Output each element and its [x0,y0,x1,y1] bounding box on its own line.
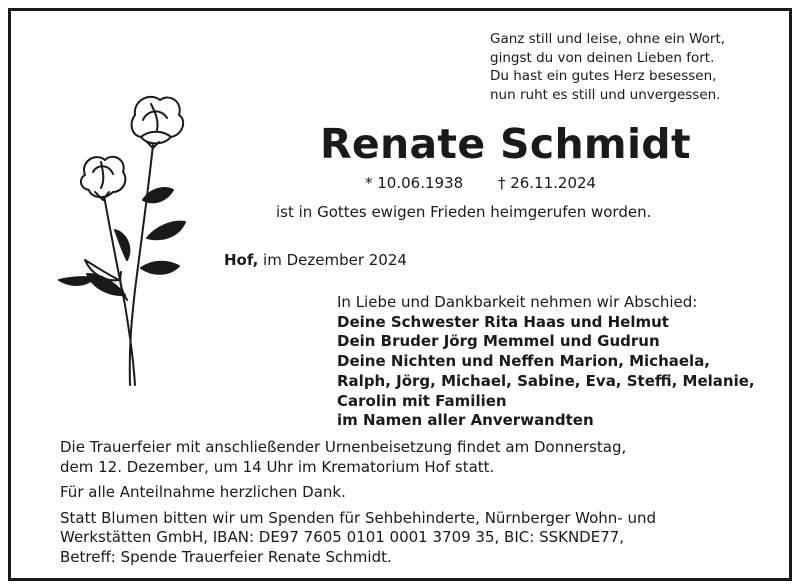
funeral-line: Die Trauerfeier mit anschließender Urnenbeisetzung findet am Donnerstag, [60,438,627,456]
birth-date: * 10.06.1938 [365,174,464,192]
funeral-line: dem 12. Dezember, um 14 Uhr im Krematorium Hof statt. [60,457,495,476]
family-line: Carolin mit Familien [337,391,507,410]
farewell-intro: In Liebe und Dankbarkeit nehmen wir Abschied: [337,293,698,311]
poem-line: nun ruht es still und unvergessen. [490,86,721,103]
rose-icon [55,90,195,390]
mourners-block [337,293,755,431]
funeral-info [60,438,745,568]
life-dates [365,174,596,192]
peace-line: ist in Gottes ewigen Frieden heimgerufen worden. [276,203,652,221]
family-line: Dein Bruder Jörg Memmel und Gudrun [337,332,660,351]
place-month: im Dezember 2024 [258,251,407,269]
family-line: Deine Schwester Rita Haas und Helmut [337,312,669,331]
death-date: † 26.11.2024 [497,174,597,192]
poem-line: gingst du von deinen Lieben fort. [490,49,715,66]
poem-line: Du hast ein gutes Herz besessen, [490,68,717,84]
poem [490,30,725,104]
place-city: Hof, [224,251,259,269]
donation-line: Werkstätten GmbH, IBAN: DE97 7605 0101 0001 3709 35, BIC: SSKNDE77, [60,528,625,547]
family-line: im Namen aller Anverwandten [337,411,594,430]
thanks-line: Für alle Anteilnahme herzlichen Dank. [60,483,346,502]
donation-line: Betreff: Spende Trauerfeier Renate Schmidt. [60,547,392,566]
poem-line: Ganz still und leise, ohne ein Wort, [490,31,726,47]
place-date [224,251,407,269]
donation-line: Statt Blumen bitten wir um Spenden für Sehbehinderte, Nürnberger Wohn- und [60,508,657,527]
family-line: Ralph, Jörg, Michael, Sabine, Eva, Steffi, Melanie, [337,371,755,390]
family-line: Deine Nichten und Neffen Marion, Michaela, [337,352,711,371]
deceased-name: Renate Schmidt [320,120,691,168]
